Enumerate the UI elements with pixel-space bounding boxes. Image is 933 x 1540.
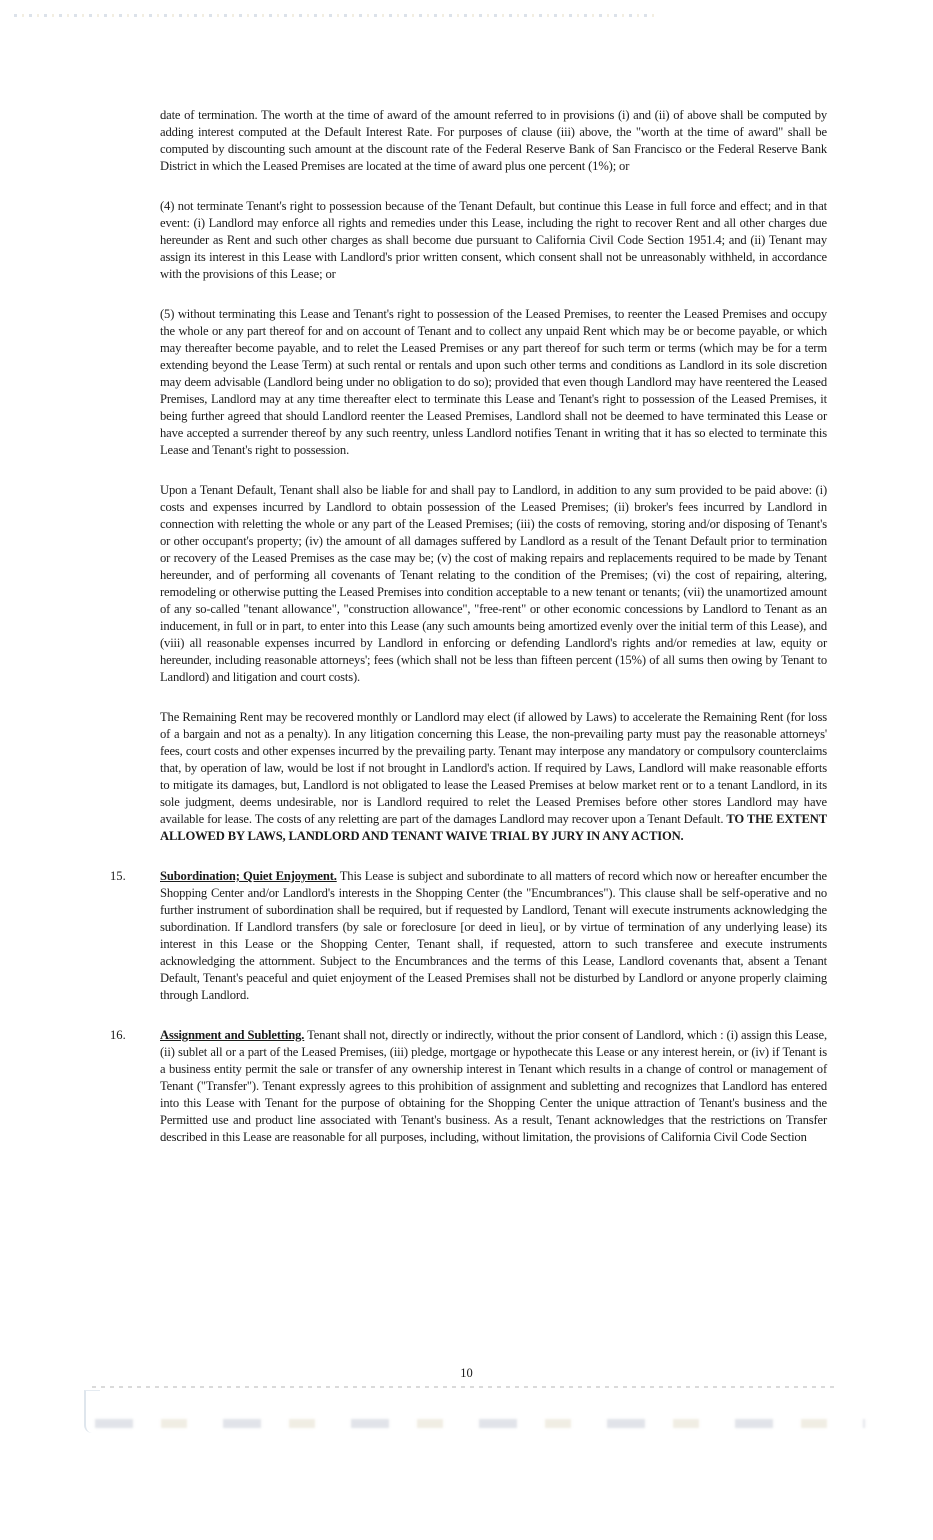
section-15-text: This Lease is subject and subordinate to all matters of record which now or hereafter encumber the Shopping Center and/or Landlord's interests in the Shopping Center (the "Encumbrances"). This clause shall be self-operative and no further instrument of subordination shall be required, but if requested by Landlord, Tenant will execute instruments acknowledging the subordination. If Landlord transfers (by sale or foreclosure [or deed in lieu], or by virtue of termination of any underlying lease) its interest in this Lease or the Shopping Center, Tenant shall, if requested, attorn to such transferee and execute instruments acknowledging the attornment. Subject to the Encumbrances and the terms of this Lease, Landlord covenants that, absent a Tenant Default, Tenant's peaceful and quiet enjoyment of the Leased Premises shall not be disturbed by Landlord or anyone properly claiming through Landlord.: [160, 869, 827, 1002]
section-16-heading: Assignment and Subletting.: [160, 1028, 305, 1042]
section-15-heading: Subordination; Quiet Enjoyment.: [160, 869, 337, 883]
scan-artifact-footer-line: [92, 1386, 834, 1388]
page-number: 10: [460, 1366, 473, 1380]
paragraph-remaining-rent-text: The Remaining Rent may be recovered monthly or Landlord may elect (if allowed by Laws) to accelerate the Remaining Rent (for loss of a bargain and not as a penalty). In any litigation concerning this Lease, the non-prevailing party must pay the reasonable attorneys' fees, court costs and other expenses incurred by the prevailing party. Tenant may interpose any mandatory or compulsory counterclaims that, by operation of law, would be lost if not brought in Landlord's action. If required by Laws, Landlord will make reasonable efforts to mitigate its damages, but, Landlord is not obligated to lease the Leased Premises at below market rent or to a tenant Landlord, in its sole judgment, deems undesirable, nor is Landlord required to relet the Leased Premises before other stores Landlord may have available for lease. The costs of any reletting are part of the damages Landlord may recover upon a Tenant Default.: [160, 710, 827, 826]
section-16-number: 16.: [110, 1028, 126, 1042]
paragraph-tenant-default-liability: Upon a Tenant Default, Tenant shall also be liable for and shall pay to Landlord, in addition to any sum provided to be paid above: (i) costs and expenses incurred by Landlord to obtain possession of the Leased Premises; (ii) broker's fees incurred by Landlord in connection with reletting the whole or any part of the Leased Premises; (iii) the costs of removing, storing and/or disposing of Tenant's or other occupant's property; (iv) the amount of all damages suffered by Landlord as a result of the Tenant Default prior to termination or recovery of the Leased Premises as the case may be; (v) the cost of making repairs and replacements required to be made by Tenant hereunder, and of performing all covenants of Tenant relating to the condition of the Premises; (vi) the cost of repairing, altering, remodeling or otherwise putting the Leased Premises into condition acceptable to a new tenant or tenants; (vii) the unamortized amount of any so-called "tenant allowance", "construction allowance", "free-rent" or other economic concessions by Landlord to Tenant as an inducement, in full or in part, to enter into this Lease (any such amounts being amortized evenly over the initial term of this Lease), and (viii) all reasonable expenses incurred by Landlord in enforcing or defending Landlord's rights and/or remedies at law, equity or hereunder, including reasonable attorneys'; fees (which shall not be less than fifteen percent (15%) of all sums then owing by Tenant to Landlord) and litigation and court costs).: [160, 483, 827, 684]
scan-artifact-footer-mark: [84, 1390, 100, 1433]
scan-artifact-footer-smudge: [95, 1419, 865, 1428]
section-15-paragraph: [160, 868, 827, 1004]
scan-artifact-top: [14, 14, 654, 17]
section-15-subordination: [110, 868, 827, 1004]
section-15-number: 15.: [110, 869, 126, 883]
jury-waiver-bold-text: TO THE EXTENT ALLOWED BY LAWS, LANDLORD AND TENANT WAIVE TRIAL BY JURY IN ANY ACTION.: [160, 812, 827, 843]
section-16-text: Tenant shall not, directly or indirectly, without the prior consent of Landlord, which : (i) assign this Lease, (ii) sublet all or a part of the Leased Premises, (iii) pledge, mortgage or hypothecate this Lease or any interest herein, or (iv) if Tenant is a business entity permit the sale or transfer of any ownership interest in Tenant which results in a change of control or management of Tenant ("Transfer"). Tenant expressly agrees to this prohibition of assignment and subletting and recognizes that Landlord has entered into this Lease with Tenant for the purpose of obtaining for the Shopping Center the unique attraction of Tenant's business and the Permitted use and product line associated with Tenant's business. As a result, Tenant acknowledges that the restrictions on Transfer described in this Lease are reasonable for all purposes, including, without limitation, the provisions of California Civil Code Section: [160, 1028, 827, 1144]
section-16-assignment: [110, 1027, 827, 1146]
document-body: [110, 107, 827, 1169]
section-16-paragraph: [160, 1027, 827, 1146]
paragraph-remaining-rent: [160, 709, 827, 845]
paragraph-remedy-4: (4) not terminate Tenant's right to possession because of the Tenant Default, but continue this Lease in full force and effect; and in that event: (i) Landlord may enforce all rights and remedies under this Lease, including the right to recover Rent and all other charges due hereunder as Rent and such other charges as shall become due pursuant to California Civil Code Section 1951.4; and (ii) Tenant may assign its interest in this Lease with Landlord's prior written consent, which consent shall not be unreasonably withheld, in accordance with the provisions of this Lease; or: [160, 199, 827, 281]
paragraph-remedy-5: (5) without terminating this Lease and Tenant's right to possession of the Leased Premises, to reenter the Leased Premises and occupy the whole or any part thereof for and on account of Tenant and to collect any unpaid Rent which may be or become payable, or which may thereafter become payable, and to relet the Leased Premises or any part thereof for such term or terms (which may be for a term extending beyond the Lease Term) at such rental or rentals and upon such other terms and conditions as Landlord in its sole discretion may deem advisable (Landlord being under no obligation to do so); provided that even though Landlord may have reentered the Leased Premises, Landlord may at any time thereafter elect to terminate this Lease and Tenant's right to possession of the Leased Premises, it being further agreed that should Landlord reenter the Leased Premises, Landlord shall not be deemed to have terminated this Lease or have accepted a surrender thereof by any such reentry, unless Landlord notifies Tenant in writing that it has so elected to terminate this Lease and Tenant's right to possession.: [160, 307, 827, 457]
paragraph-worth-at-award: date of termination. The worth at the time of award of the amount referred to in provisions (i) and (ii) of above shall be computed by adding interest computed at the Default Interest Rate. For purposes of clause (iii) above, the "worth at the time of award" shall be computed by discounting such amount at the discount rate of the Federal Reserve Bank of San Francisco or the Federal Reserve Bank District in which the Leased Premises are located at the time of award plus one percent (1%); or: [160, 108, 827, 173]
